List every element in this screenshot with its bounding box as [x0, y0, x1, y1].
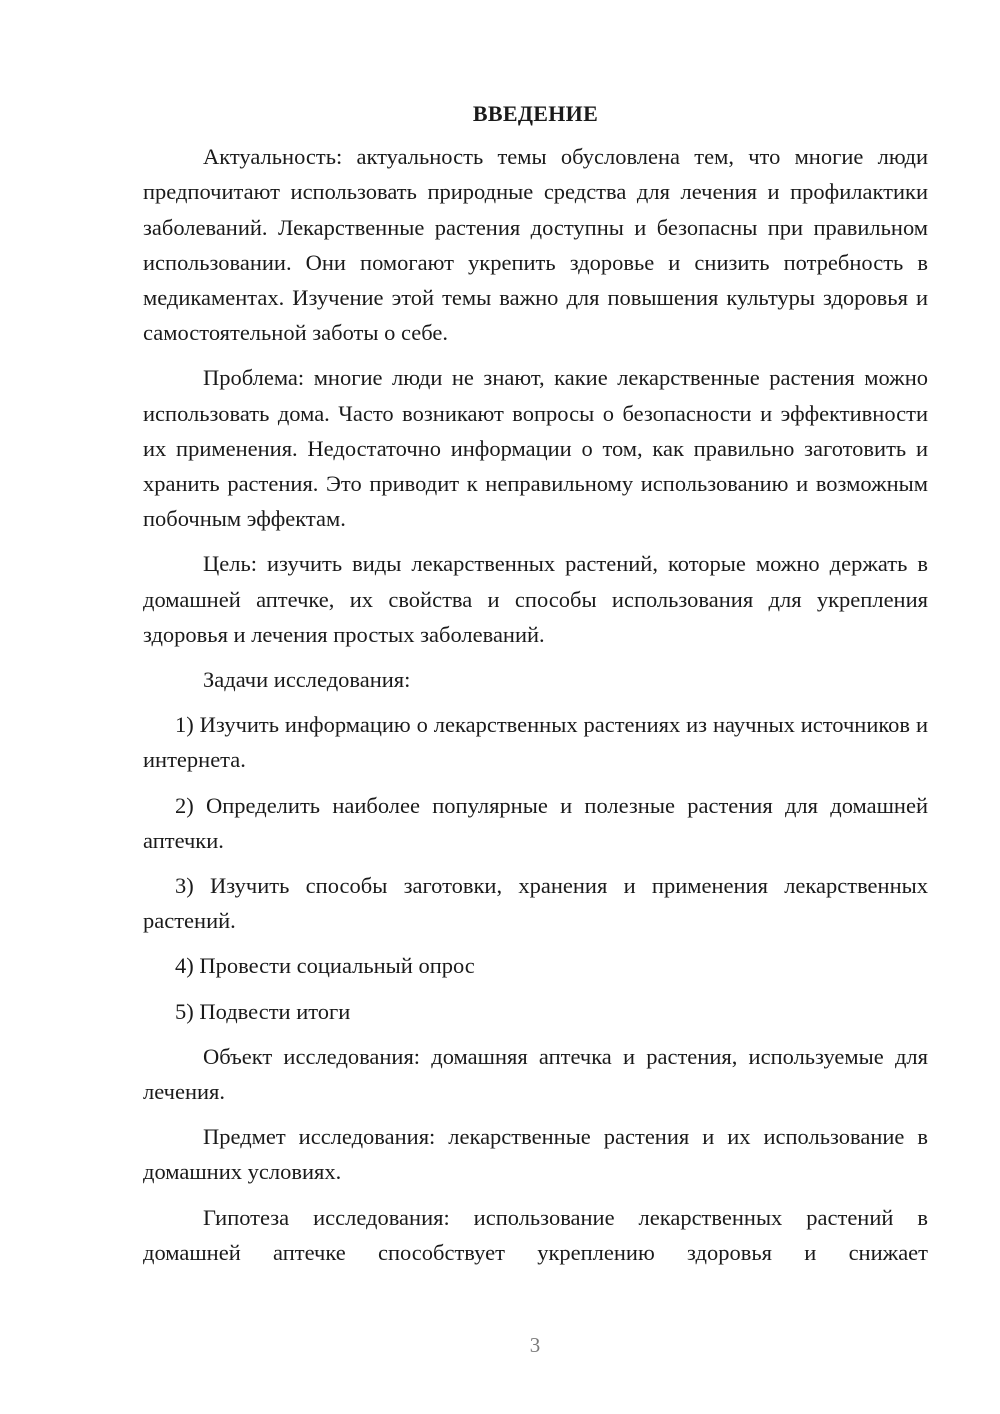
task-item-4: 4) Провести социальный опрос — [175, 953, 475, 979]
section-title: ВВЕДЕНИЕ — [472, 101, 599, 126]
paragraph-relevance: Актуальность: актуальность темы обусловлена тем, что многие люди предпочитают использовать природные средства для лечения и профилактики заболеваний. Лекарственные растения доступны и безопасны при правильном использовании. Они помогают укрепить здоровье и снизить потребность в медикаментах. Изучение этой темы важно для повышения культуры здоровья и самостоятельной заботы о себе. — [143, 144, 928, 346]
tasks-heading: Задачи исследования: — [203, 667, 411, 693]
paragraph-subject: Предмет исследования: лекарственные растения и их использование в домашних условиях. — [143, 1124, 928, 1185]
paragraph-goal: Цель: изучить виды лекарственных растений, которые можно держать в домашней аптечке, их свойства и способы использования для укрепления здоровья и лечения простых заболеваний. — [143, 551, 928, 647]
task-item-5: 5) Подвести итоги — [175, 998, 351, 1024]
task-item-1: 1) Изучить информацию о лекарственных растениях из научных источников и интернета. — [143, 712, 928, 773]
paragraph-problem: Проблема: многие люди не знают, какие лекарственные растения можно использовать дома. Часто возникают вопросы о безопасности и эффективности их применения. Недостаточно информации о том, как правильно заготовить и хранить растения. Это приводит к неправильному использованию и возможным побочным эффектам. — [143, 365, 928, 532]
task-item-2: 2) Определить наиболее популярные и полезные растения для домашней аптечки. — [143, 792, 928, 853]
page-content — [143, 96, 928, 1280]
task-item-3: 3) Изучить способы заготовки, хранения и применения лекарственных растений. — [143, 873, 928, 934]
page-number: 3 — [529, 1333, 541, 1357]
paragraph-object: Объект исследования: домашняя аптечка и растения, используемые для лечения. — [143, 1043, 928, 1105]
paragraph-hypothesis: Гипотеза исследования: использование лекарственных растений в домашней аптечке способствует укреплению здоровья и снижает — [143, 1204, 928, 1265]
